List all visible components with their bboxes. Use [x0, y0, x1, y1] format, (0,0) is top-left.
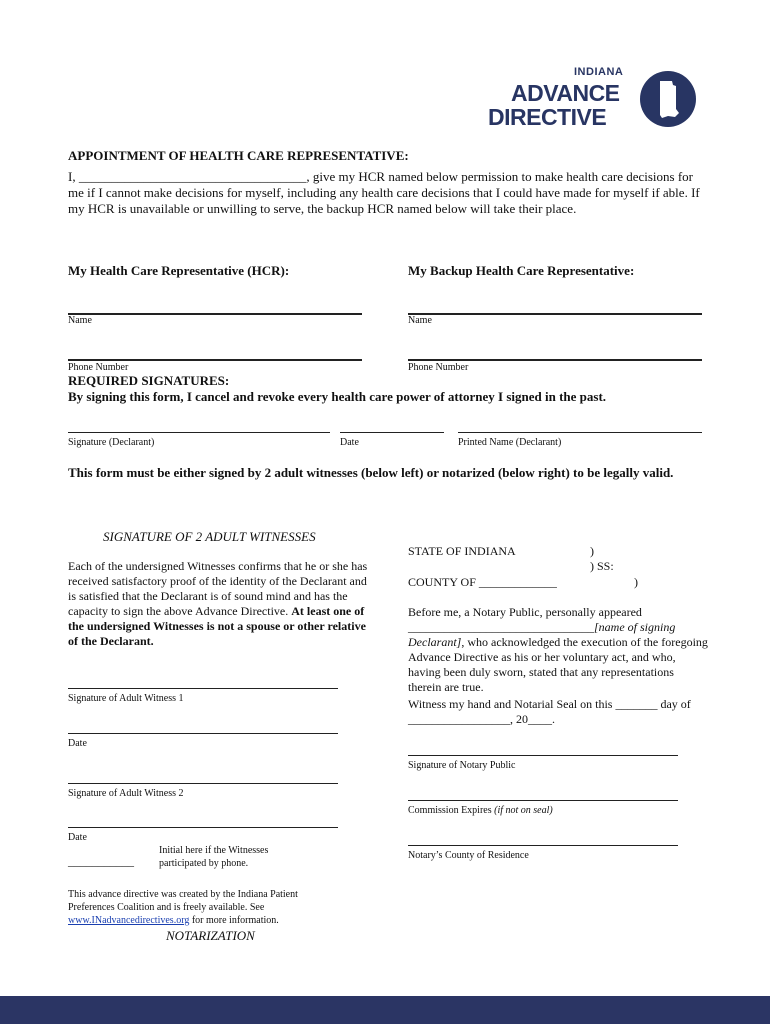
witness2-signature-field[interactable] — [68, 783, 338, 784]
footer-credit-end: for more information. — [191, 915, 279, 926]
logo-line2: DIRECTIVE — [488, 104, 607, 130]
notary-county-field[interactable]: COUNTY OF _____________ — [408, 575, 557, 589]
website-link[interactable]: www.INadvancedirectives.org — [68, 915, 190, 926]
declarant-date-label: Date — [340, 437, 359, 448]
indiana-state-icon — [638, 69, 698, 129]
notary-county-residence-field[interactable] — [408, 845, 678, 846]
declarant-name-field[interactable]: ___________________________________ — [78, 169, 307, 184]
declarant-printed-name-label: Printed Name (Declarant) — [458, 437, 562, 448]
witness2-date-label: Date — [68, 832, 87, 843]
logo-line1: ADVANCE — [511, 80, 620, 106]
hcr-backup-phone-label: Phone Number — [408, 362, 469, 373]
notary-ack-text: , who acknowledged the execution of the foregoing Advance Directive as his or her voluntary act, and who, having been duly sworn, stated that any representations therein are true. — [408, 635, 708, 694]
hcr-backup-name-label: Name — [408, 315, 432, 326]
notary-signature-field[interactable] — [408, 755, 678, 756]
declarant-date-field[interactable] — [340, 432, 444, 433]
footer-credit — [68, 888, 343, 927]
witness2-date-field[interactable] — [68, 827, 338, 828]
witness1-date-field[interactable] — [68, 733, 338, 734]
footer-bar — [0, 996, 770, 1024]
phone-initial-text: Initial here if the Witnesses participated by phone. — [159, 845, 269, 869]
notary-paren-close: ) — [634, 575, 638, 589]
witness1-date-label: Date — [68, 738, 87, 749]
witnesses-body-bold: At least one of the undersigned Witnesses is not a spouse or other relative of the Declarant. — [68, 604, 366, 648]
validity-note: This form must be either signed by 2 adult witnesses (below left) or notarized (below right) to be legally valid. — [68, 465, 674, 480]
notary-witness-hand[interactable]: Witness my hand and Notarial Seal on this _______ day of _________________, 20____. — [408, 697, 691, 726]
notarization-label: NOTARIZATION — [166, 928, 255, 943]
notary-commission-label — [408, 804, 553, 817]
notary-county-residence-label: Notary’s County of Residence — [408, 850, 529, 861]
appointment-body: , give my HCR named below permission to make health care decisions for me if I cannot make decisions for myself, including any health care decisions that I could have made for myself if able. If my HCR is unavailable or unwilling to serve, the backup HCR named below will take their place. — [68, 169, 700, 216]
notary-state-label: STATE OF INDIANA — [408, 544, 516, 558]
notary-commission-field[interactable] — [408, 800, 678, 801]
notary-acknowledgment — [408, 620, 708, 695]
hcr-primary-phone-label: Phone Number — [68, 362, 129, 373]
witness2-signature-label: Signature of Adult Witness 2 — [68, 788, 184, 799]
signatures-heading: REQUIRED SIGNATURES: — [68, 373, 230, 388]
witnesses-body-text: Each of the undersigned Witnesses confirms that he or she has received satisfactory proof of the identity of the Declarant and is satisfied that the Declarant is of sound mind and has the capacity to sign the above Advance Directive. — [68, 559, 368, 618]
notary-declarant-name-field[interactable]: _______________________________ — [408, 620, 594, 634]
appointment-prefix: I, — [68, 169, 76, 184]
hcr-backup-title: My Backup Health Care Representative: — [408, 263, 635, 278]
logo — [488, 66, 703, 132]
declarant-signature-label: Signature (Declarant) — [68, 437, 155, 448]
notary-commission-text: Commission Expires — [408, 805, 492, 816]
declarant-printed-name-field[interactable] — [458, 432, 702, 433]
appointment-text — [68, 169, 708, 217]
notary-name-of-hint: [name of signing Declarant] — [408, 620, 676, 649]
witness1-signature-field[interactable] — [68, 688, 338, 689]
witness1-signature-label: Signature of Adult Witness 1 — [68, 693, 184, 704]
notary-signature-label: Signature of Notary Public — [408, 760, 516, 771]
notary-before-me: Before me, a Notary Public, personally appeared — [408, 605, 642, 619]
logo-state: INDIANA — [574, 66, 624, 78]
hcr-primary-name-field[interactable] — [68, 313, 362, 315]
declarant-signature-field[interactable] — [68, 432, 330, 433]
notary-paren-open: ) — [590, 544, 594, 558]
hcr-backup-name-field[interactable] — [408, 313, 702, 315]
notary-commission-hint: (if not on seal) — [494, 805, 553, 816]
revoke-text: By signing this form, I cancel and revoke every health care power of attorney I signed in the past. — [68, 389, 607, 404]
hcr-primary-name-label: Name — [68, 315, 92, 326]
witnesses-body — [68, 559, 368, 649]
appointment-heading: APPOINTMENT OF HEALTH CARE REPRESENTATIVE: — [68, 148, 409, 163]
footer-credit-text: This advance directive was created by the Indiana Patient Preferences Coalition and is freely available. See — [68, 889, 298, 913]
hcr-primary-title: My Health Care Representative (HCR): — [68, 263, 290, 278]
notary-ss: ) SS: — [590, 559, 614, 573]
phone-initial-field[interactable]: ___________ — [68, 854, 134, 868]
witnesses-heading: SIGNATURE OF 2 ADULT WITNESSES — [103, 529, 316, 544]
